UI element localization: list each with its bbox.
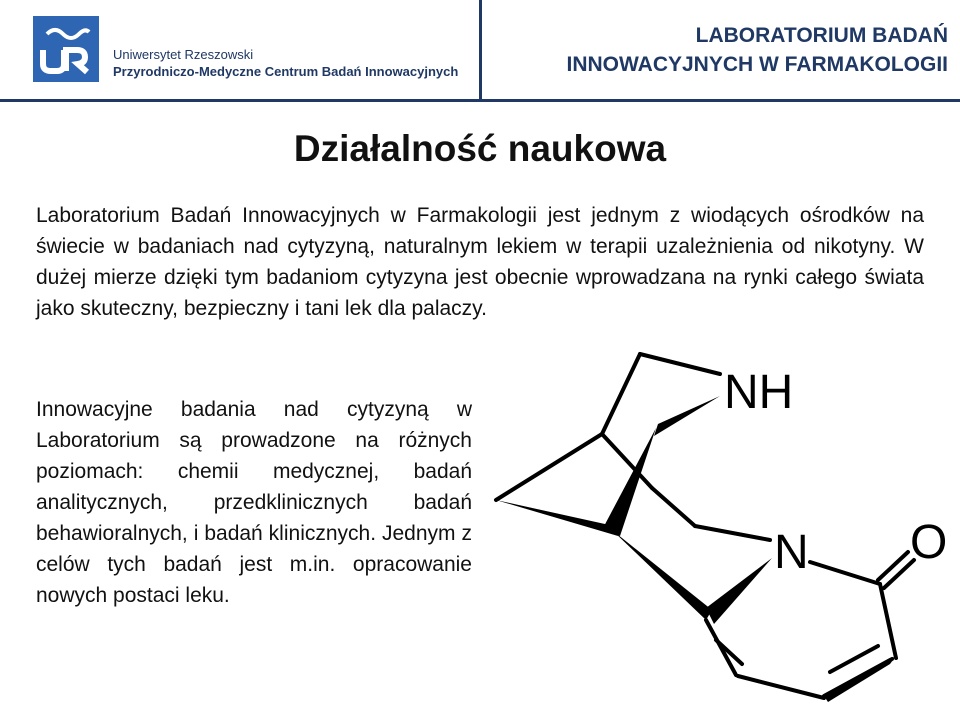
atom-label-o: O	[910, 516, 948, 569]
page-title: Działalność naukowa	[293, 128, 667, 169]
wedge-n-ring	[706, 558, 772, 624]
atom-label-n: N	[774, 526, 809, 579]
header-rule	[0, 99, 960, 102]
lab-title-line2: INNOWACYJNYCH W FARMAKOLOGII	[566, 53, 948, 76]
bond-c5-n	[695, 526, 770, 540]
wedge-bridge	[496, 500, 618, 536]
lab-title	[567, 21, 949, 79]
bond-co-1	[878, 552, 908, 580]
ur-logo-icon	[33, 16, 99, 82]
bond-c2-c3	[496, 434, 602, 500]
slide-header	[0, 0, 960, 102]
header-divider	[479, 0, 482, 100]
bond-c1-nh	[640, 354, 720, 374]
bond-c-ring	[706, 620, 736, 675]
center-name: Przyrodniczo-Medyczne Centrum Badań Innowacyjnych	[113, 64, 459, 79]
university-logo	[33, 16, 99, 82]
bond-n-carbonyl	[810, 562, 880, 584]
wedge-nh-c	[654, 396, 720, 436]
lab-title-line1: LABORATORIUM BADAŃ	[695, 24, 948, 47]
bond-carbonyl-c	[880, 584, 896, 658]
research-paragraph: Innowacyjne badania nad cytyzyną w Laboratorium są prowadzone na różnych poziomach: chemii medycznej, badań analitycznych, przedklinicznych badań behawioralnych, i badań klinicznych. Jednym z celów tych badań jest m.in. opracowanie nowych postaci leku.	[36, 398, 472, 607]
bold-bond-bottom	[824, 656, 896, 702]
bond-c1-c2	[602, 354, 640, 434]
atom-label-nh: NH	[724, 366, 794, 419]
bond-ring-bottom	[738, 676, 824, 698]
intro-paragraph: Laboratorium Badań Innowacyjnych w Farmakologii jest jednym z wiodących ośrodków na świecie w badaniach nad cytyzyną, naturalnym lekiem w terapii uzależnienia od nikotyny. W dużej mierze dzięki tym badaniom cytyzyna jest obecnie wprowadzana na rynki całego świata jako skuteczny, bezpieczny i tani lek dla palaczy.	[36, 204, 924, 320]
bond-double-inner	[830, 646, 878, 672]
cytisine-molecule-diagram	[480, 340, 960, 720]
wedge-c-ring	[612, 530, 712, 620]
university-name: Uniwersytet Rzeszowski	[113, 47, 254, 62]
bond-c4-c5	[652, 488, 695, 526]
university-text	[113, 46, 458, 80]
